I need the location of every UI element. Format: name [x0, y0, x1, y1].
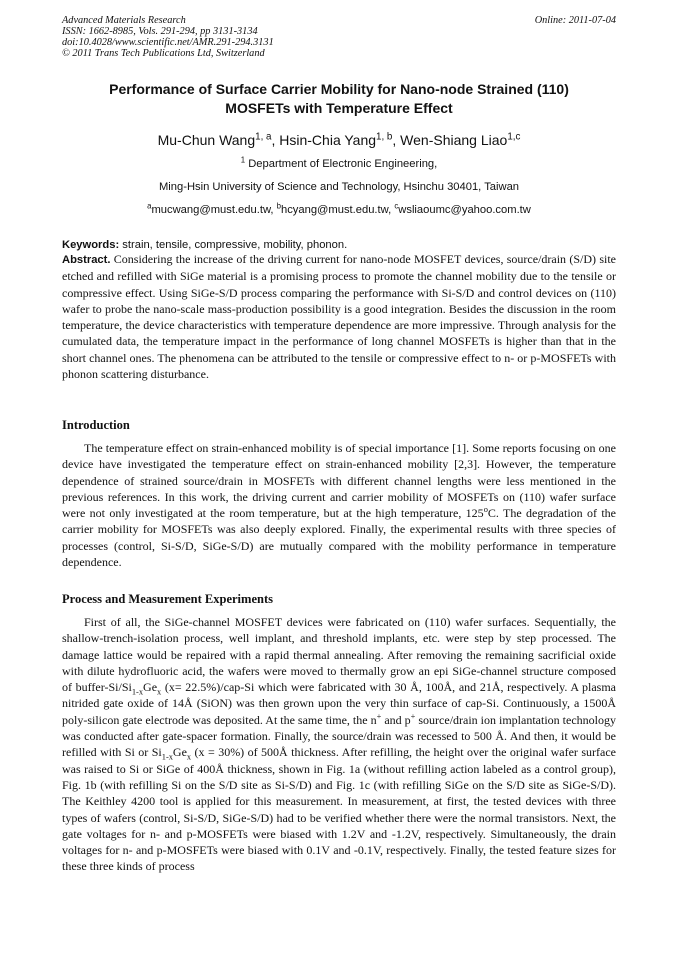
- email-b: hcyang@must.edu.tw,: [280, 204, 395, 216]
- degree-marker: o: [483, 505, 488, 515]
- process-text: First of all, the SiGe-channel MOSFET devices were fabricated on (110) wafer surfaces. Sequentially, the shallow-trench-isolation process, well implant, and threshold implants, etc. were step by step processed. The damage lattice would be repaired with a rapid thermal annealing. After removing the remaining sacrificial oxide with dilute hydrofluoric acid, the wafers were moved to thermally grow an epi SiGe-channel structure composed of buffer-Si/Si: [62, 615, 616, 695]
- process-text: Ge: [172, 745, 187, 760]
- email-marker-a: a: [147, 201, 152, 211]
- author-list: [62, 130, 616, 150]
- title-line-2: MOSFETs with Temperature Effect: [225, 100, 453, 116]
- affiliation-dept: [62, 157, 616, 171]
- superscript: +: [376, 711, 382, 721]
- keywords-label: Keywords:: [62, 239, 120, 251]
- issn-line: ISSN: 1662-8985, Vols. 291-294, pp 3131-3134: [62, 26, 258, 37]
- abstract-label: Abstract.: [62, 254, 111, 266]
- email-c: wsliaoumc@yahoo.com.tw: [398, 204, 531, 216]
- subscript: 1-x: [161, 752, 173, 762]
- process-paragraph: [62, 614, 616, 875]
- process-text: Ge: [143, 680, 158, 695]
- process-text: (x= 22.5%)/cap-Si which were fabricated with 30 Å, 100Å, and 21Å, respectively. A plasma nitrided gate oxide of 14Å (SiON) was then grown upon the very thin surface of cap-Si. Continuously, a 1500Å poly-silicon gate electrode was deposited. At the same time, the n: [62, 680, 616, 727]
- author-2: Hsin-Chia Yang: [279, 132, 377, 148]
- author-3: Wen-Shiang Liao: [400, 132, 508, 148]
- introduction-paragraph: [62, 440, 616, 570]
- superscript: +: [410, 711, 416, 721]
- author-emails: [62, 203, 616, 217]
- author-sep: ,: [271, 132, 280, 148]
- journal-header: [62, 15, 616, 59]
- subscript: x: [186, 752, 192, 762]
- section-heading-process: Process and Measurement Experiments: [62, 592, 273, 606]
- paper-title: [62, 80, 616, 118]
- author-3-affil: 1,c: [507, 131, 521, 143]
- section-heading-introduction: Introduction: [62, 418, 130, 432]
- dept-name: Department of Electronic Engineering,: [245, 158, 438, 170]
- keywords: [62, 238, 616, 252]
- copyright-line: © 2011 Trans Tech Publications Ltd, Switzerland: [62, 48, 265, 59]
- process-text: and p: [381, 712, 411, 727]
- email-marker-b: b: [276, 201, 281, 211]
- intro-text-2: C. The degradation of the carrier mobility for MOSFETs was also deeply explored. Finally, the experimental results with three species of processes (control, Si-S/D, SiGe-S/D) are mutually compared with the mobility performance in temperature dependence.: [62, 506, 616, 570]
- affiliation-univ: Ming-Hsin University of Science and Technology, Hsinchu 30401, Taiwan: [158, 181, 520, 193]
- author-1-affil: 1, a: [255, 131, 272, 143]
- subscript: 1-x: [131, 687, 144, 697]
- intro-text-1: The temperature effect on strain-enhanced mobility is of special importance [1]. Some reports focusing on one device have investigated the temperature effect on strain-enhanced mobility [2,3]. However, the temperature dependence of strained source/drain in MOSFETs with different channel lengths were less mentioned in the previous references. In this work, the driving current and carrier mobility of MOSFETs on (110) wafer surface were not only investigated at the room temperature, but at the high temperature, 125: [62, 441, 616, 521]
- doi-line: doi:10.4028/www.scientific.net/AMR.291-294.3131: [62, 37, 274, 48]
- online-date: Online: 2011-07-04: [534, 15, 616, 26]
- abstract: [62, 251, 616, 382]
- affil-marker: 1: [240, 155, 246, 165]
- title-line-1: Performance of Surface Carrier Mobility for Nano-node Strained (110): [109, 81, 569, 97]
- abstract-text: Considering the increase of the driving current for nano-node MOSFET devices, source/drain (S/D) site etched and refilled with SiGe material is a promising process to promote the channel mobility due to the tensile or compressive effect. Using SiGe-S/D process comparing the performance with Si-S/D and control devices on (110) wafer to probe the nano-scale mass-production possibility is a good integration. Besides the discussion in the room temperature, the device characteristics with temperature dependence are more impressive. Through analysis for the cumulated data, the temperature impact in the performance of long channel MOSFETs is higher than that in the short channel ones. The phenomena can be attributed to the tensile or compressive effect to n- or p-MOSFETs with phonon scattering disturbance.: [62, 252, 616, 382]
- author-sep: ,: [392, 132, 401, 148]
- author-2-affil: 1, b: [376, 131, 393, 143]
- author-1: Mu-Chun Wang: [157, 132, 256, 148]
- subscript: x: [157, 687, 162, 697]
- email-marker-c: c: [394, 201, 399, 211]
- process-text: source/drain ion implantation technology was conducted after gate-spacer formation. Finally, the source/drain was recessed to 500 Å. And then, it would be refilled with Si or Si: [62, 712, 616, 760]
- keywords-text: strain, tensile, compressive, mobility, phonon.: [119, 239, 348, 251]
- email-a: mucwang@must.edu.tw,: [151, 204, 277, 216]
- process-text: (x = 30%) of 500Å thickness. After refilling, the height over the original wafer surface was raised to Si or SiGe of 400Å thickness, shown in Fig. 1a (without refilling action labeled as a control group), Fig. 1b (with refilling Si on the S/D site as Si-S/D) and Fig. 1c (with refilling SiGe on the S/D site as SiGe-S/D). The Keithley 4200 tool is applied for this measurement. In measurement, at first, the tested devices with three types of wafers (control, Si-S/D, SiGe-S/D) had to be verified whether there were the normal transistors. Next, the gate voltages for n- and p-MOSFETs were biased with 1.2V and -1.2V, respectively. Simultaneously, the drain voltages for n- and p-MOSFETs were biased with 0.1V and -0.1V, respectively. Finally, the tested feature sizes for these three kinds of process: [62, 745, 616, 874]
- journal-name: Advanced Materials Research: [62, 15, 186, 26]
